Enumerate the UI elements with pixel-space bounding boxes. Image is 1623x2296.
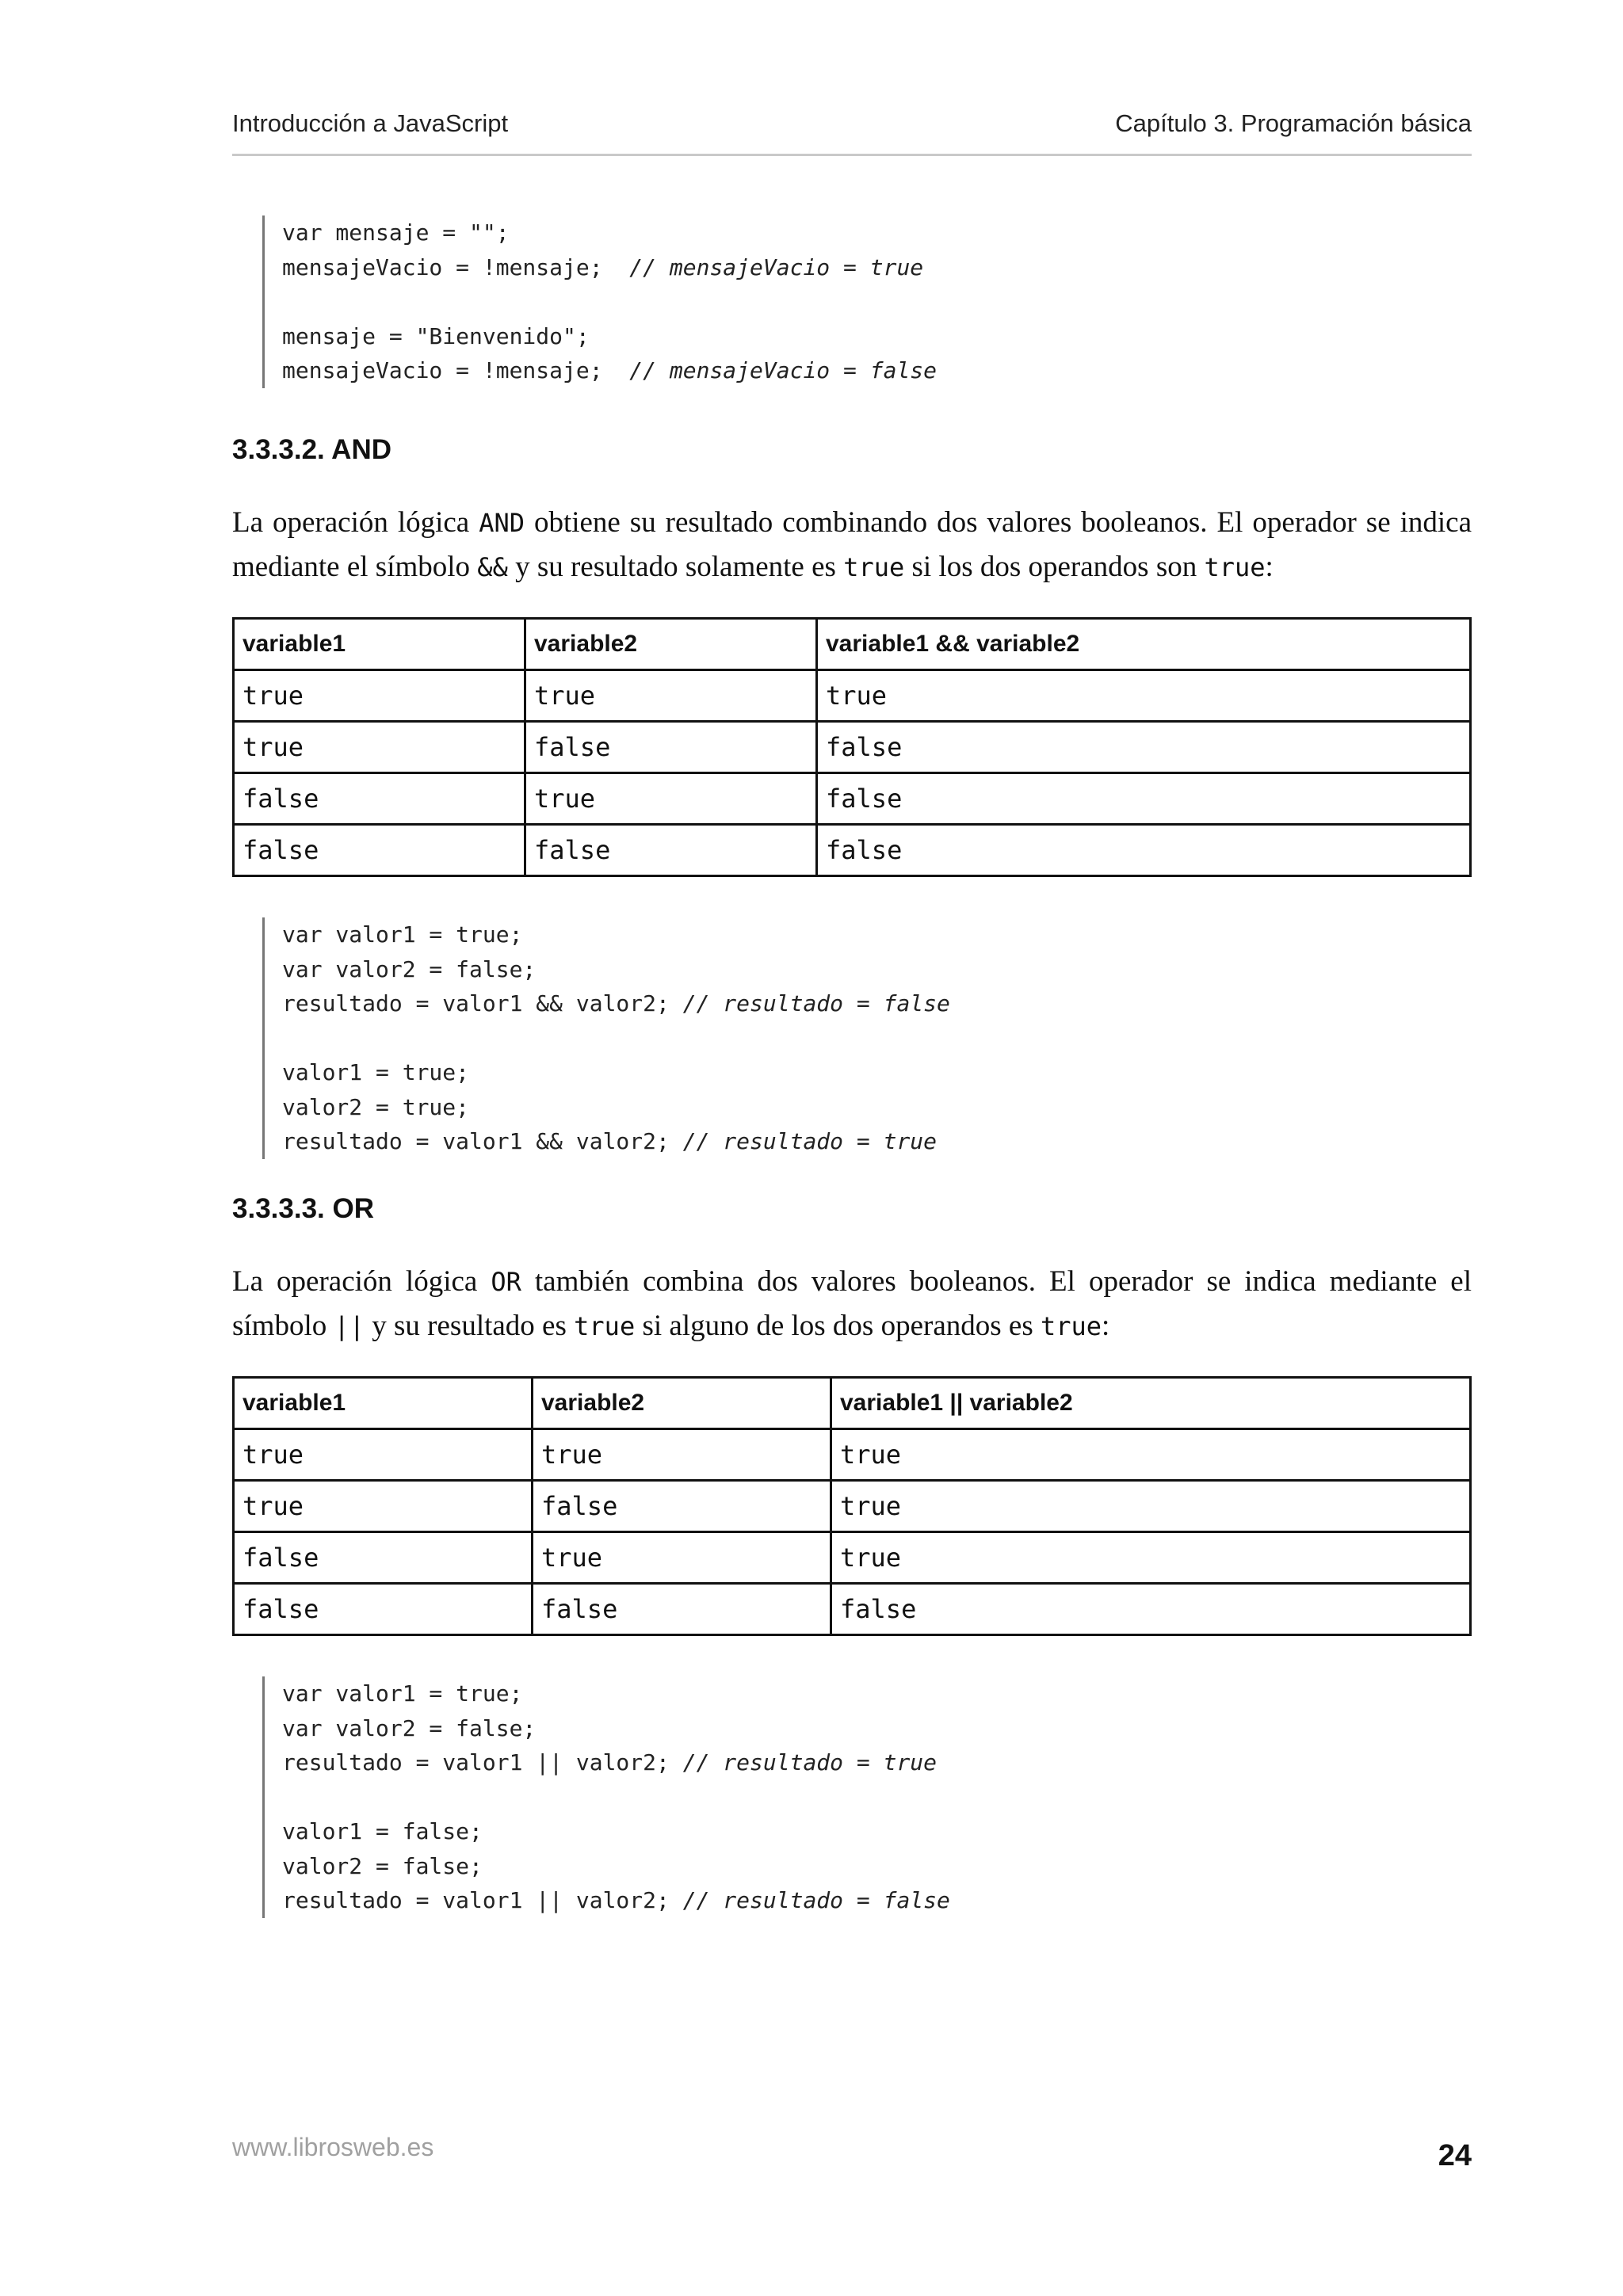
table-cell: true xyxy=(525,773,817,825)
table-cell: true xyxy=(234,1481,533,1532)
section-heading-and: 3.3.3.2. AND xyxy=(232,434,392,465)
table-row xyxy=(234,1481,1471,1532)
table-cell: false xyxy=(234,773,525,825)
table-cell: true xyxy=(234,1429,533,1481)
table-cell: false xyxy=(525,722,817,773)
table-row xyxy=(234,722,1471,773)
table-cell: true xyxy=(831,1481,1471,1532)
code-line: valor1 = true; xyxy=(282,1059,470,1085)
table-row xyxy=(234,825,1471,876)
table-cell: true xyxy=(817,670,1471,722)
table-header-row xyxy=(234,619,1471,670)
code-line: var valor1 = true; xyxy=(282,1680,523,1707)
code-line: mensajeVacio = !mensaje; // mensajeVacio = false xyxy=(282,357,938,383)
code-line: var mensaje = ""; xyxy=(282,219,510,246)
table-cell: false xyxy=(533,1481,831,1532)
table-cell: false xyxy=(533,1584,831,1635)
code-block-or xyxy=(262,1676,950,1918)
code-line: resultado = valor1 && valor2; // resultado = false xyxy=(282,990,950,1016)
paragraph-or: La operación lógica OR también combina dos valores booleanos. El operador se indica mediante el símbolo || y su resultado es true si alguno de los dos operandos es true: xyxy=(232,1265,1472,1342)
table-header-cell: variable1 && variable2 xyxy=(817,619,1471,670)
page-header xyxy=(232,109,1472,156)
table-cell: true xyxy=(234,670,525,722)
table-cell: false xyxy=(831,1584,1471,1635)
code-line xyxy=(282,284,937,319)
code-line: mensajeVacio = !mensaje; // mensajeVacio = true xyxy=(282,254,924,280)
code-block-and xyxy=(262,917,950,1159)
table-header-cell: variable2 xyxy=(533,1378,831,1429)
code-line xyxy=(282,1021,950,1056)
table-cell: true xyxy=(533,1532,831,1584)
table-header-row xyxy=(234,1378,1471,1429)
code-line: valor1 = false; xyxy=(282,1818,483,1844)
code-line: valor2 = true; xyxy=(282,1093,470,1120)
table-header-cell: variable1 xyxy=(234,1378,533,1429)
truth-table-or xyxy=(232,1376,1472,1636)
table-cell: true xyxy=(831,1532,1471,1584)
table-cell: false xyxy=(525,825,817,876)
code-line xyxy=(282,1780,950,1815)
table-cell: false xyxy=(234,825,525,876)
code-line: var valor1 = true; xyxy=(282,921,523,948)
table-row xyxy=(234,1584,1471,1635)
table-cell: true xyxy=(234,722,525,773)
footer-website-link[interactable]: www.librosweb.es xyxy=(232,2133,434,2161)
table-header-cell: variable2 xyxy=(525,619,817,670)
code-block-not xyxy=(262,215,937,388)
header-chapter-title: Capítulo 3. Programación básica xyxy=(1115,109,1472,137)
code-line: var valor2 = false; xyxy=(282,1714,537,1741)
page-number: 24 xyxy=(1438,2139,1472,2172)
table-cell: false xyxy=(817,722,1471,773)
section-heading-or: 3.3.3.3. OR xyxy=(232,1193,374,1224)
code-line: var valor2 = false; xyxy=(282,955,537,982)
document-page xyxy=(232,0,1472,2296)
table-row xyxy=(234,670,1471,722)
code-line: resultado = valor1 && valor2; // resultado = true xyxy=(282,1128,938,1154)
code-line: valor2 = false; xyxy=(282,1852,483,1879)
code-line: mensaje = "Bienvenido"; xyxy=(282,322,590,349)
table-row xyxy=(234,773,1471,825)
table-cell: true xyxy=(533,1429,831,1481)
code-line: resultado = valor1 || valor2; // resultado = true xyxy=(282,1749,938,1775)
table-header-cell: variable1 || variable2 xyxy=(831,1378,1471,1429)
table-cell: false xyxy=(234,1532,533,1584)
table-cell: false xyxy=(817,773,1471,825)
table-header-cell: variable1 xyxy=(234,619,525,670)
truth-table-and xyxy=(232,617,1472,877)
table-cell: true xyxy=(525,670,817,722)
table-row xyxy=(234,1429,1471,1481)
table-cell: false xyxy=(817,825,1471,876)
table-cell: false xyxy=(234,1584,533,1635)
table-row xyxy=(234,1532,1471,1584)
header-book-title: Introducción a JavaScript xyxy=(232,109,509,137)
code-line: resultado = valor1 || valor2; // resultado = false xyxy=(282,1887,950,1913)
table-cell: true xyxy=(831,1429,1471,1481)
paragraph-and: La operación lógica AND obtiene su resultado combinando dos valores booleanos. El operador se indica mediante el símbolo && y su resultado solamente es true si los dos operandos son true: xyxy=(232,506,1472,583)
